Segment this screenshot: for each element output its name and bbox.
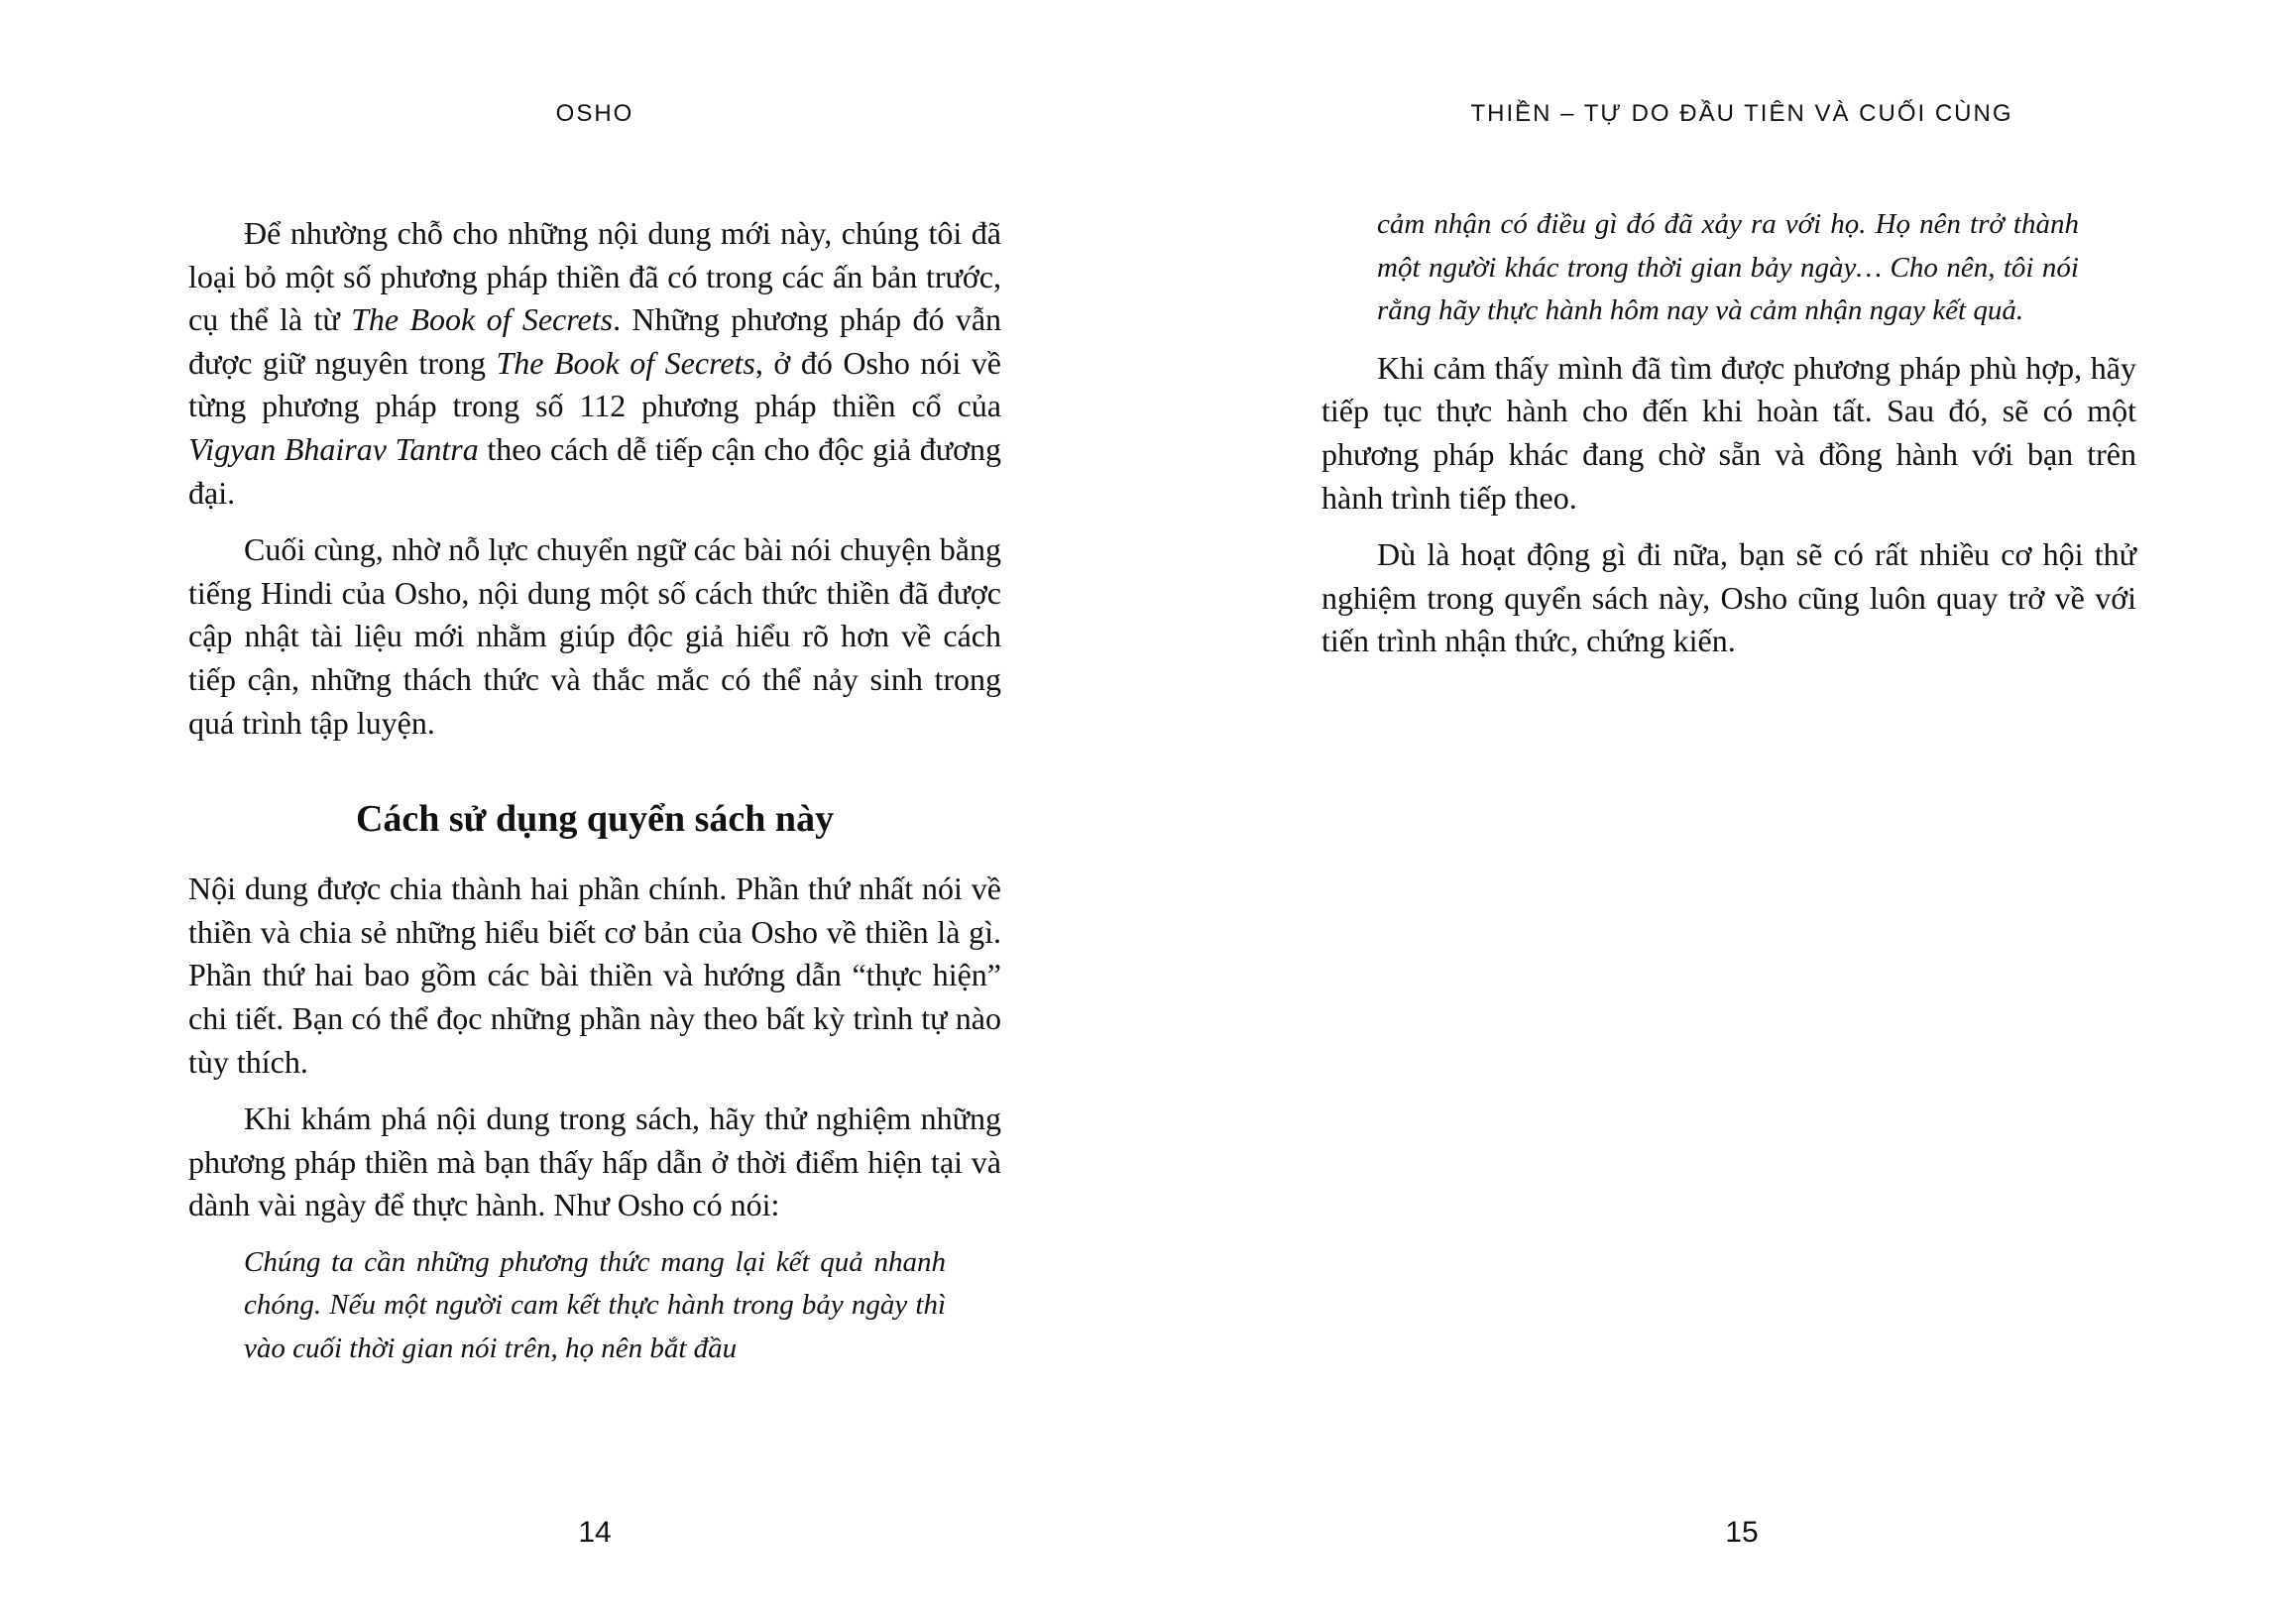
page-number-right: 15 [1725,1516,1759,1549]
running-head-right: THIỀN – TỰ DO ĐẦU TIÊN VÀ CUỐI CÙNG [1470,100,2013,127]
right-page [1147,0,2295,1624]
book-title: Vigyan Bhairav Tantra [188,430,479,467]
left-page-body [188,212,1001,1385]
paragraph [188,212,1001,515]
section-heading: Cách sử dụng quyển sách này [355,798,835,841]
text-run: . Những phương pháp đó vẫn được giữ nguyên trong [188,301,1002,381]
page-number-left: 14 [578,1516,612,1549]
paragraph: Nội dung được chia thành hai phần chính. Phần thứ nhất nói về thiền và chia sẻ những hiểu biết cơ bản của Osho về thiền là gì. Phần thứ hai bao gồm các bài thiền và hướng dẫn “thực hiện” chi tiết. Bạn có thể đọc những phần này theo bất kỳ trình tự nào tùy thích. [188,870,1001,1080]
left-page [0,0,1147,1624]
right-page-body [1321,203,2136,677]
book-title: The Book of Secrets [496,344,755,381]
text-run: theo cách dễ tiếp cận cho độc giả đương đại. [188,430,1002,511]
paragraph: Khi cảm thấy mình đã tìm được phương pháp phù hợp, hãy tiếp tục thực hành cho đến khi hoàn tất. Sau đó, sẽ có một phương pháp khác đang chờ sẵn và đồng hành với bạn trên hành trình tiếp theo. [1321,349,2136,516]
paragraph: Khi khám phá nội dung trong sách, hãy thử nghiệm những phương pháp thiền mà bạn thấy hấp dẫn ở thời điểm hiện tại và dành vài ngày để thực hành. Như Osho có nói: [188,1101,1001,1223]
running-head-left: OSHO [555,100,634,127]
block-quote: Chúng ta cần những phương thức mang lại kết quả nhanh chóng. Nếu một người cam kết thực hành trong bảy ngày thì vào cuối thời gian nói trên, họ nên bắt đầu [244,1245,946,1365]
text-run: , ở đó Osho nói về từng phương pháp trong số 112 phương pháp thiền cổ của [188,344,1002,424]
block-quote-continued: cảm nhận có điều gì đó đã xảy ra với họ. Họ nên trở thành một người khác trong thời gian bảy ngày… Cho nên, tôi nói rằng hãy thực hành hôm nay và cảm nhận ngay kết quả. [1377,208,2079,327]
text-run: Để nhường chỗ cho những nội dung mới này, chúng tôi đã loại bỏ một số phương pháp thiền đã có trong các ấn bản trước, cụ thể là từ [188,215,1001,338]
paragraph: Dù là hoạt động gì đi nữa, bạn sẽ có rất nhiều cơ hội thử nghiệm trong quyển sách này, Osho cũng luôn quay trở về với tiến trình nhận thức, chứng kiến. [1321,536,2136,659]
book-title: The Book of Secrets [351,301,614,338]
paragraph: Cuối cùng, nhờ nỗ lực chuyển ngữ các bài nói chuyện bằng tiếng Hindi của Osho, nội dung một số cách thức thiền đã được cập nhật tài liệu mới nhằm giúp độc giả hiểu rõ hơn về cách tiếp cận, những thách thức và thắc mắc có thể nảy sinh trong quá trình tập luyện. [188,531,1001,741]
